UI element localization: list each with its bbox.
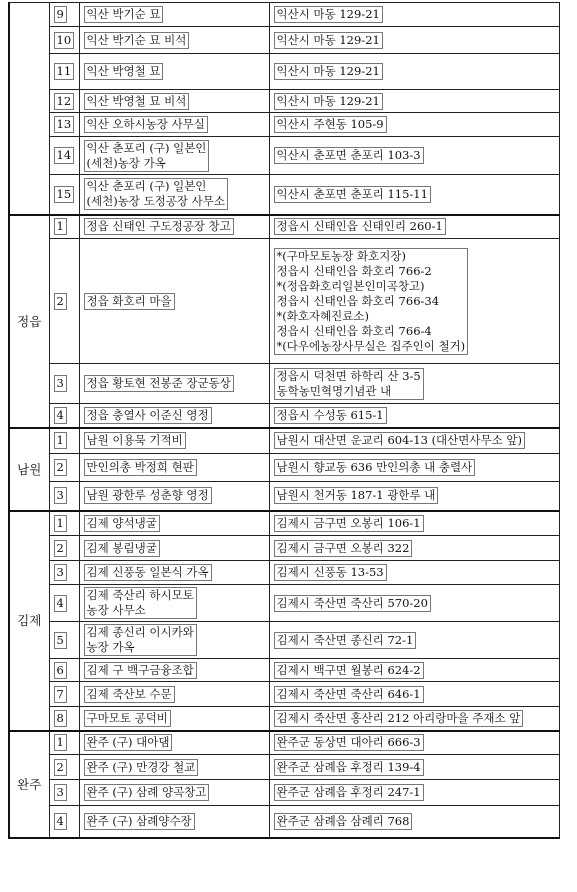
item-name-cell <box>79 454 269 482</box>
item-address-cell <box>269 707 560 731</box>
item-number-cell <box>49 755 79 780</box>
item-address: 김제시 금구면 오봉리 322 <box>274 540 413 557</box>
region-cell <box>9 731 49 838</box>
item-number: 2 <box>54 293 67 310</box>
item-name-cell <box>79 3 269 27</box>
heritage-list-table <box>8 2 560 839</box>
item-name: 정읍 신태인 구도정공장 창고 <box>84 218 234 235</box>
item-number-cell <box>49 175 79 215</box>
item-name: 김제 종신리 이시카와 농장 가옥 <box>84 624 197 656</box>
item-address: 김제시 백구면 월봉리 624-2 <box>274 662 424 679</box>
item-name-cell <box>79 364 269 404</box>
item-address: *(구마모토농장 화호지장) 정읍시 신태인읍 화호리 766-2 *(정읍화호리일본인미곡창고) 정읍시 신태인읍 화호리 766-34 *(화호자혜진료소) 정읍시 신태인읍 화호리 766-4 *(다우에농장사무실은 집주인이 철거) <box>274 248 469 355</box>
item-number: 4 <box>54 813 67 830</box>
item-name-cell <box>79 90 269 113</box>
item-address: 익산시 주현동 105-9 <box>274 116 387 133</box>
item-number: 8 <box>54 710 67 727</box>
table-row <box>9 780 560 806</box>
item-name: 구마모토 공덕비 <box>84 710 171 727</box>
item-address: 정읍시 신태인읍 신태인리 260-1 <box>274 218 446 235</box>
item-number: 2 <box>54 759 67 776</box>
item-address: 정읍시 덕천면 하학리 산 3-5 동학농민혁명기념관 내 <box>274 368 424 400</box>
item-number: 7 <box>54 686 67 703</box>
item-name: 남원 광한루 성춘향 영정 <box>84 487 212 504</box>
item-address: 남원시 천거동 187-1 광한루 내 <box>274 487 439 504</box>
item-address: 익산시 춘포면 춘포리 103-3 <box>274 147 424 164</box>
item-address-cell <box>269 561 560 585</box>
item-address-cell <box>269 454 560 482</box>
table-row <box>9 428 560 454</box>
item-number: 1 <box>54 432 67 449</box>
item-address-cell <box>269 113 560 137</box>
item-number-cell <box>49 215 79 239</box>
item-address-cell <box>269 364 560 404</box>
table-row <box>9 215 560 239</box>
region-label: 정읍 <box>17 313 42 329</box>
item-name-cell <box>79 482 269 511</box>
item-address: 김제시 금구면 오봉리 106-1 <box>274 515 424 532</box>
item-address-cell <box>269 27 560 54</box>
item-address: 김제시 죽산면 종신리 72-1 <box>274 632 417 649</box>
item-name: 완주 (구) 만경강 철교 <box>84 759 199 776</box>
item-number-cell <box>49 780 79 806</box>
item-number-cell <box>49 707 79 731</box>
item-number-cell <box>49 137 79 175</box>
item-number: 3 <box>54 487 67 504</box>
table-row <box>9 404 560 428</box>
item-address-cell <box>269 659 560 682</box>
item-number-cell <box>49 364 79 404</box>
table-row <box>9 806 560 838</box>
table-row <box>9 682 560 707</box>
item-number: 12 <box>54 93 75 110</box>
item-name-cell <box>79 682 269 707</box>
table-row <box>9 137 560 175</box>
item-address-cell <box>269 215 560 239</box>
item-address: 완주군 삼례읍 삼례리 768 <box>274 813 413 830</box>
item-name-cell <box>79 755 269 780</box>
item-number-cell <box>49 90 79 113</box>
item-number: 9 <box>54 6 67 23</box>
item-name-cell <box>79 561 269 585</box>
item-name-cell <box>79 731 269 755</box>
region-label: 김제 <box>17 613 42 628</box>
item-number-cell <box>49 27 79 54</box>
table-row <box>9 536 560 561</box>
item-address: 완주군 동상면 대아리 666-3 <box>274 734 424 751</box>
item-name: 익산 박기순 묘 <box>84 6 164 23</box>
item-number-cell <box>49 536 79 561</box>
item-address-cell <box>269 780 560 806</box>
item-name-cell <box>79 54 269 90</box>
item-name: 완주 (구) 삼례 양곡창고 <box>84 784 210 801</box>
table-row <box>9 3 560 27</box>
item-name: 익산 박기순 묘 비석 <box>84 32 190 49</box>
table-row <box>9 561 560 585</box>
item-number: 1 <box>54 515 67 532</box>
item-address: 정읍시 수성동 615-1 <box>274 407 387 424</box>
item-address-cell <box>269 731 560 755</box>
item-number: 1 <box>54 218 67 235</box>
item-address-cell <box>269 682 560 707</box>
item-name: 김제 죽산리 하시모토 농장 사무소 <box>84 587 197 619</box>
item-name-cell <box>79 585 269 622</box>
item-name: 김제 봉림냉굴 <box>84 540 160 557</box>
table-row <box>9 27 560 54</box>
table-row <box>9 511 560 536</box>
item-name-cell <box>79 113 269 137</box>
item-name: 남원 이용묵 기적비 <box>84 432 186 449</box>
item-number: 13 <box>54 116 75 133</box>
item-address: 남원시 향교동 636 만인의총 내 충렬사 <box>274 459 476 476</box>
item-address-cell <box>269 137 560 175</box>
table-row <box>9 364 560 404</box>
item-name-cell <box>79 536 269 561</box>
item-name: 정읍 황토현 전봉준 장군동상 <box>84 375 234 392</box>
item-number: 4 <box>54 595 67 612</box>
item-address-cell <box>269 3 560 27</box>
item-name-cell <box>79 175 269 215</box>
item-address-cell <box>269 428 560 454</box>
item-address: 완주군 삼례읍 후정리 139-4 <box>274 759 424 776</box>
item-address: 김제시 죽산면 죽산리 646-1 <box>274 686 424 703</box>
item-address-cell <box>269 536 560 561</box>
item-name: 익산 오하시농장 사무실 <box>84 116 208 133</box>
item-number-cell <box>49 585 79 622</box>
table-row <box>9 585 560 622</box>
item-number-cell <box>49 3 79 27</box>
region-cell <box>9 511 49 731</box>
item-address: 익산시 마동 129-21 <box>274 32 383 49</box>
region-cell <box>9 428 49 511</box>
item-number-cell <box>49 511 79 536</box>
item-number-cell <box>49 54 79 90</box>
region-cell <box>9 3 49 215</box>
item-address: 김제시 신풍동 13-53 <box>274 564 387 581</box>
item-address-cell <box>269 175 560 215</box>
item-name: 익산 춘포리 (구) 일본인 (세천)농장 도정공장 사무소 <box>84 178 228 210</box>
table-row <box>9 707 560 731</box>
item-name-cell <box>79 806 269 838</box>
table-row <box>9 54 560 90</box>
item-number-cell <box>49 113 79 137</box>
item-number: 14 <box>54 147 75 164</box>
item-number: 2 <box>54 540 67 557</box>
item-name-cell <box>79 428 269 454</box>
item-address: 완주군 삼례읍 후정리 247-1 <box>274 784 424 801</box>
item-name: 완주 (구) 삼례양수장 <box>84 813 195 830</box>
item-address: 김제시 죽산면 죽산리 570-20 <box>274 595 431 612</box>
item-name: 익산 박영철 묘 <box>84 63 164 80</box>
item-address-cell <box>269 806 560 838</box>
item-name: 정읍 충열사 이준신 영정 <box>84 407 212 424</box>
item-number-cell <box>49 239 79 364</box>
item-address-cell <box>269 511 560 536</box>
item-number: 3 <box>54 564 67 581</box>
region-label: 완주 <box>17 776 42 792</box>
item-address: 익산시 마동 129-21 <box>274 6 383 23</box>
table-row <box>9 454 560 482</box>
item-name: 익산 춘포리 (구) 일본인 (세천)농장 가옥 <box>84 140 210 172</box>
region-label: 남원 <box>17 461 42 477</box>
table-row <box>9 622 560 659</box>
table-row <box>9 113 560 137</box>
table-row <box>9 482 560 511</box>
item-address-cell <box>269 404 560 428</box>
item-number-cell <box>49 404 79 428</box>
item-number-cell <box>49 659 79 682</box>
item-name: 만인의총 박정희 현판 <box>84 459 197 476</box>
item-number-cell <box>49 731 79 755</box>
item-number-cell <box>49 806 79 838</box>
item-address-cell <box>269 54 560 90</box>
item-name: 김제 양석냉굴 <box>84 515 160 532</box>
item-name-cell <box>79 511 269 536</box>
item-name: 익산 박영철 묘 비석 <box>84 93 190 110</box>
item-name-cell <box>79 137 269 175</box>
item-address-cell <box>269 239 560 364</box>
item-address: 익산시 마동 129-21 <box>274 93 383 110</box>
item-name: 김제 구 백구금융조합 <box>84 662 197 679</box>
item-address-cell <box>269 622 560 659</box>
item-number: 15 <box>54 186 75 203</box>
item-address: 남원시 대산면 운교리 604-13 (대산면사무소 앞) <box>274 432 525 449</box>
item-number: 11 <box>54 63 75 80</box>
item-number-cell <box>49 622 79 659</box>
item-address: 익산시 춘포면 춘포리 115-11 <box>274 186 431 203</box>
item-number: 3 <box>54 375 67 392</box>
item-number-cell <box>49 482 79 511</box>
region-cell <box>9 215 49 428</box>
item-address: 익산시 마동 129-21 <box>274 63 383 80</box>
table-row <box>9 175 560 215</box>
item-name: 정읍 화호리 마을 <box>84 293 175 310</box>
item-name-cell <box>79 707 269 731</box>
item-name-cell <box>79 239 269 364</box>
heritage-list-body <box>9 3 560 838</box>
item-number: 5 <box>54 632 67 649</box>
item-number: 4 <box>54 407 67 424</box>
item-name-cell <box>79 780 269 806</box>
table-row <box>9 731 560 755</box>
table-row <box>9 755 560 780</box>
item-name-cell <box>79 27 269 54</box>
item-number-cell <box>49 454 79 482</box>
item-number: 6 <box>54 662 67 679</box>
item-name-cell <box>79 622 269 659</box>
item-name-cell <box>79 215 269 239</box>
item-name: 김제 신풍동 일본식 가옥 <box>84 564 212 581</box>
item-number-cell <box>49 561 79 585</box>
item-address-cell <box>269 482 560 511</box>
table-row <box>9 239 560 364</box>
item-number-cell <box>49 428 79 454</box>
item-address-cell <box>269 585 560 622</box>
item-address-cell <box>269 90 560 113</box>
item-number: 2 <box>54 459 67 476</box>
item-name: 완주 (구) 대아댐 <box>84 734 173 751</box>
item-number: 10 <box>54 32 75 49</box>
item-address: 김제시 죽산면 홍산리 212 아리랑마을 주재소 앞 <box>274 710 524 727</box>
item-number-cell <box>49 682 79 707</box>
item-address-cell <box>269 755 560 780</box>
item-name-cell <box>79 404 269 428</box>
item-name-cell <box>79 659 269 682</box>
item-number: 1 <box>54 734 67 751</box>
table-row <box>9 90 560 113</box>
item-name: 김제 죽산보 수문 <box>84 686 175 703</box>
table-row <box>9 659 560 682</box>
item-number: 3 <box>54 784 67 801</box>
